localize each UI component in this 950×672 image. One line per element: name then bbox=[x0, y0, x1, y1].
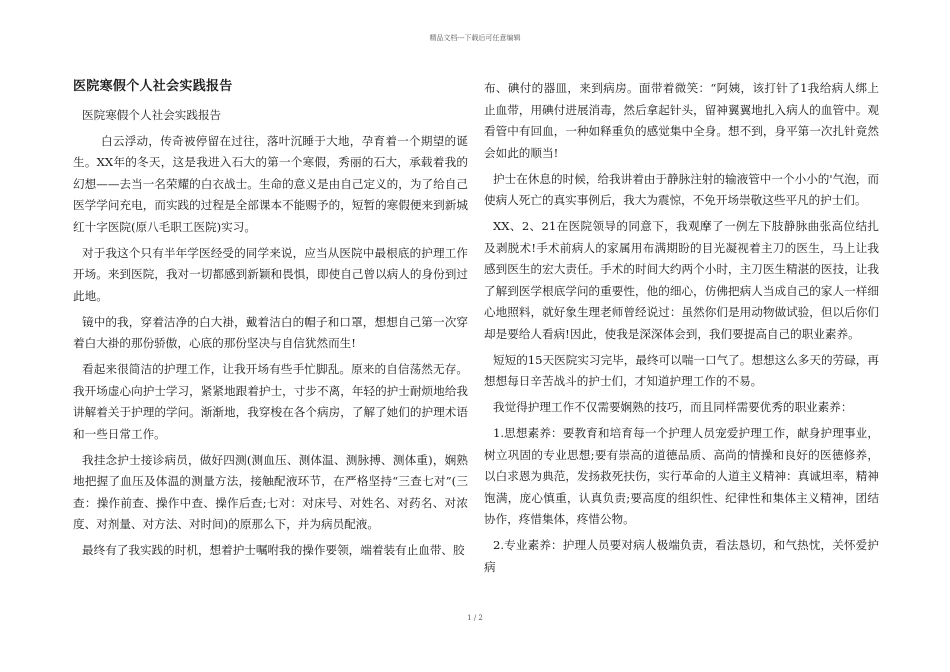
left-column bbox=[73, 78, 468, 566]
paragraph: 最终有了我实践的时机，想着护士嘱咐我的操作要领，端着装有止血带、胶 bbox=[82, 543, 465, 557]
paragraph: 我挂念护士接诊病员，做好四测(测血压、测体温、测脉搏、测体重)，娴熟地把握了血压及体温的测量方法，接触配液环节，在严格坚持“三查七对”(三查：操作前查、操作中查、操作后查;七对：对床号、对姓名、对药名、对浓度、对剂量、对方法、对时间)的原那么下，并为病员配液。 bbox=[73, 452, 468, 531]
document-subtitle: 医院寒假个人社会实践报告 bbox=[82, 108, 222, 122]
page-number: 1 / 2 bbox=[467, 614, 483, 622]
paragraph: 布、碘付的器皿，来到病房。面带着微笑：“阿姨，该打针了1我给病人绑上止血带，用碘付进展消毒，然后拿起针头，留神翼翼地扎入病人的血管中。观看管中有回血，一种如释重负的感觉集中全身。想不到，身平第一次扎针竟然会如此的顺当! bbox=[484, 81, 879, 160]
paragraph: 护士在休息的时候，给我讲着由于静脉注射的输液管中一个小小的'气泡，而使病人死亡的真实事例后，我大为震惊，不免开场崇敬这些平凡的护士们。 bbox=[484, 171, 879, 207]
paragraph: 镜中的我，穿着洁净的白大褂，戴着洁白的帽子和口罩，想想自己第一次穿着白大褂的那份骄傲，心底的那份坚决与自信犹然而生! bbox=[73, 314, 468, 350]
right-column bbox=[484, 78, 879, 583]
paragraph: XX、2、21在医院领导的同意下，我观摩了一例左下肢静脉曲张高位结扎及剥脱术!手术前病人的家属用布满期盼的目光凝视着主刀的医生，马上让我感到医生的宏大责任。手术的时间大约两个小时，主刀医生精湛的医技，让我了解到医学根底学问的重要性，他的细心，仿佛把病人当成自己的家人一样细心地照料，就好象生理老师曾经说过：虽然你们是用动物做试验，但以后你们却是要给人看病!因此，使我是深深体会到，我们要提高自己的职业素养。 bbox=[484, 219, 879, 341]
document-title: 医院寒假个人社会实践报告 bbox=[73, 79, 233, 94]
page-header: 精品文档---下载后可任意编辑 bbox=[429, 34, 521, 42]
paragraph: 白云浮动，传奇被停留在过往，落叶沉睡于大地，孕育着一个期望的诞生。XX年的冬天，这是我进入石大的第一个寒假，秀丽的石大，承载着我的幻想——去当一名荣耀的白衣战士。生命的意义是由自己定义的，为了给自己医学学问充电，而实践的过程是全部课本不能赐予的，短暂的寒假便来到新城红十字医院(原八毛职工医院)实习。 bbox=[73, 133, 468, 234]
paragraph: 短短的15天医院实习完毕，最终可以喘一口气了。想想这么多天的劳碌，再想想每日辛苦战斗的护士们，才知道护理工作的不易。 bbox=[484, 352, 879, 388]
paragraph: 1.思想素养：要教育和培育每一个护理人员宠爱护理工作，献身护理事业，树立巩固的专业思想;要有崇高的道德品质、高尚的情操和良好的医德修养，以白求恩为典范，发扬救死扶伤，实行革命的人道主义精神：真诚坦率，精神饱满，庞心慎重，认真负责;要高度的组织性、纪律性和集体主义精神，团结协作，疼惜集体，疼惜公物。 bbox=[484, 426, 879, 526]
paragraph: 看起来很简洁的护理工作，让我开场有些手忙脚乱。原来的自信荡然无存。我开场虚心向护士学习，紧紧地跟着护士，寸步不离，年轻的护士耐烦地给我讲解着关于护理的学问。渐渐地，我穿梭在各个病房，了解了她们的护理术语和一些日常工作。 bbox=[73, 362, 468, 441]
paragraph: 2.专业素养：护理人员要对病人极端负责，看法恳切，和气热忱，关怀爱护病 bbox=[484, 538, 879, 574]
paragraph: 对于我这个只有半年学医经受的同学来说，应当从医院中最根底的护理工作开场。来到医院，我对一切都感到新颖和畏惧，即使自己曾以病人的身份到过此地。 bbox=[73, 245, 468, 303]
paragraph: 我觉得护理工作不仅需要娴熟的技巧，而且同样需要优秀的职业素养： bbox=[493, 400, 853, 414]
